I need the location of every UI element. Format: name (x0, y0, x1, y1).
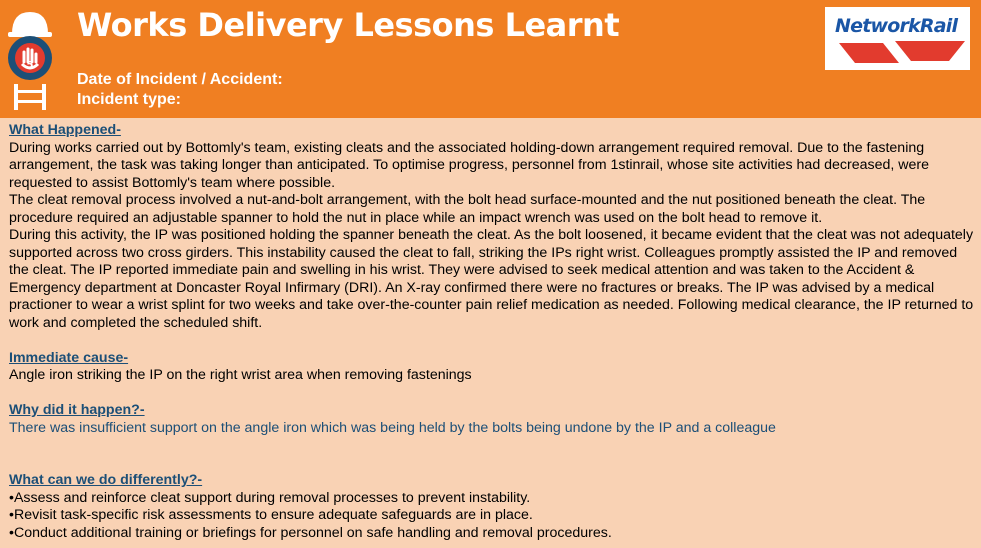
what-happened-para-1: During works carried out by Bottomly's team, existing cleats and the associated holding-down arrangement required removal. Due to the fastening arrangement, the task was taking longer than anticipated. To optimise progress, personnel from 1stinrail, whose site activities had decreased, were requested to assist Bottomly's team where possible. (9, 139, 930, 191)
action-item: •Conduct additional training or briefings for personnel on safe handling and removal procedures. (9, 524, 612, 541)
why-text: There was insufficient support on the angle iron which was being held by the bolts being undone by the IP and a colleague (9, 419, 776, 436)
brand-text: NetworkRail (835, 15, 958, 37)
action-item: •Revisit task-specific risk assessments to ensure adequate safeguards are in place. (9, 507, 533, 523)
network-rail-logo (825, 7, 970, 70)
immediate-cause-text: Angle iron striking the IP on the right wrist area when removing fastenings (9, 367, 472, 383)
report-body (9, 122, 974, 542)
page-title: Works Delivery Lessons Learnt (77, 6, 620, 44)
spacer (9, 385, 974, 403)
differently-heading: What can we do differently?- (9, 472, 203, 488)
spacer (9, 437, 974, 472)
date-label: Date of Incident / Accident: (77, 71, 283, 88)
badge-number: 5 (26, 60, 34, 71)
what-happened-para-3: During this activity, the IP was positioned holding the spanner beneath the cleat. As the bolt loosened, it became evident that the cleat was not adequately supported across two cross girders. This instability caused the cleat to fall, striking the IPs right wrist. Colleagues promptly assisted the IP and removed the cleat. The IP reported immediate pain and swelling in his wrist. They were advised to seek medical attention and was taken to the Accident & Emergency department at Doncaster Royal Infirmary (DRI). An X-ray confirmed there were no fractures or breaks. The IP was advised by a medical practioner to wear a wrist splint for two weeks and take over-the-counter pain relief medication as needed. Following medical clearance, the IP returned to work and completed the scheduled shift. (9, 227, 974, 331)
incident-type-label: Incident type: (77, 91, 182, 108)
safety-worker-icon (4, 8, 56, 112)
logo-swoosh-icon (825, 37, 970, 70)
what-happened-heading: What Happened- (9, 122, 121, 138)
what-happened-para-2: The cleat removal process involved a nut-and-bolt arrangement, with the bolt head surface-mounted and the nut positioned beneath the cleat. The procedure required an adjustable spanner to hold the nut in place while an impact wrench was used on the bolt head to remove it. (9, 192, 926, 226)
header-banner (0, 0, 981, 118)
spacer (9, 332, 974, 350)
immediate-cause-heading: Immediate cause- (9, 349, 129, 366)
why-heading: Why did it happen?- (9, 402, 145, 418)
action-item: •Assess and reinforce cleat support during removal processes to prevent instability. (9, 489, 531, 506)
